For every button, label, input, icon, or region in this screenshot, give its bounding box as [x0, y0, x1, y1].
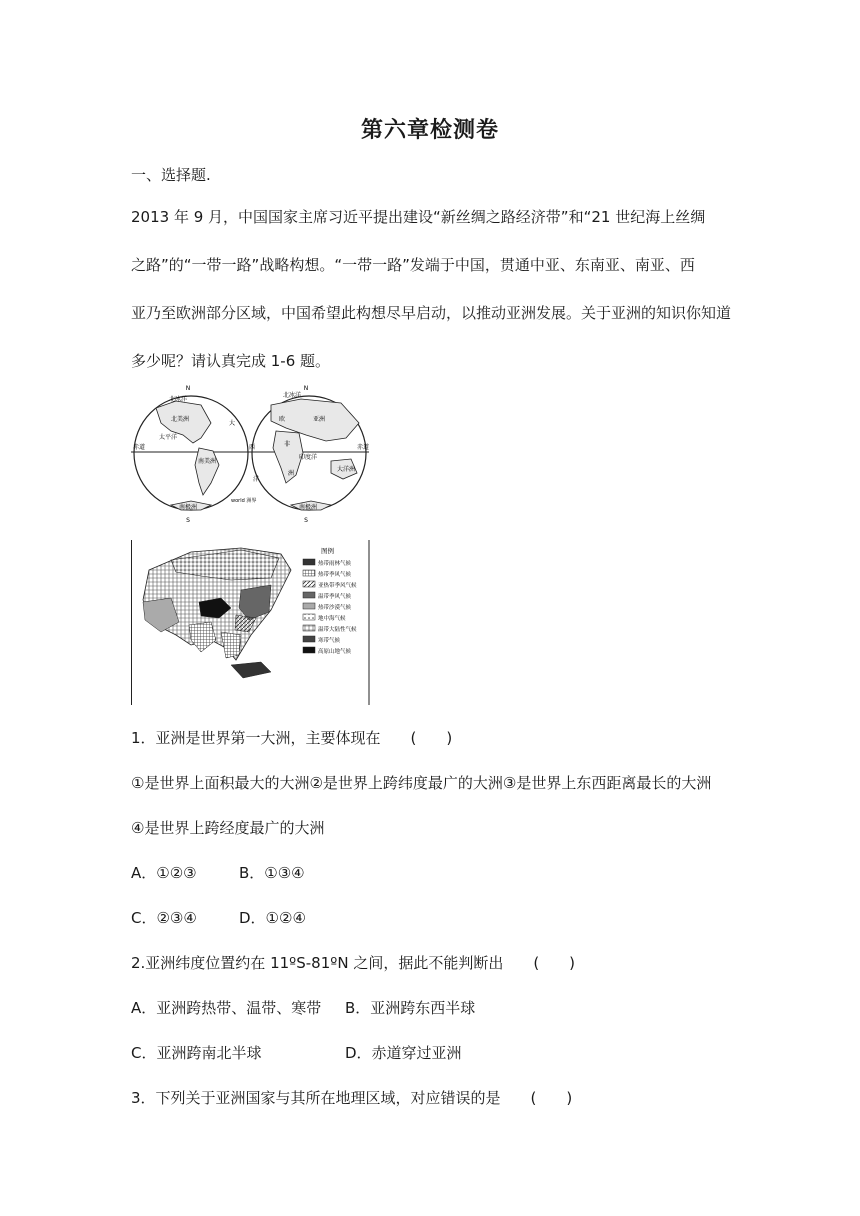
- intro-line: 多少呢？请认真完成 1-6 题。: [131, 352, 331, 370]
- legend-label: 热带季风气候: [318, 572, 352, 578]
- question-2-option-a: A．亚洲跨热带、温带、寒带: [131, 999, 322, 1017]
- intro-line: 2013 年 9 月，中国国家主席习近平提出建设“新丝绸之路经济带”和“21 世纪海上丝绸: [131, 208, 706, 226]
- legend-title: 图例: [321, 547, 334, 555]
- map-label: 赤道: [357, 444, 369, 451]
- section-heading: 一、选择题.: [131, 166, 211, 184]
- map-label: 大洋洲: [337, 466, 356, 473]
- world-hemispheres-map: [131, 383, 369, 523]
- map-label: 欧: [279, 416, 286, 423]
- question-1-statements: ①是世界上面积最大的大洲②是世界上跨纬度最广的大洲③是世界上东西距离最长的大洲: [131, 774, 712, 792]
- question-2-option-c: C．亚洲跨南北半球: [131, 1044, 262, 1062]
- map-divider-label: world 洲界: [231, 498, 257, 504]
- page-title: 第六章检测卷: [360, 118, 499, 143]
- map-label: 南极洲: [299, 504, 318, 511]
- legend-label: 地中海气候: [318, 616, 346, 622]
- north-label-left: N: [185, 385, 191, 392]
- question-1-statements: ④是世界上跨经度最广的大洲: [131, 819, 325, 837]
- question-1-option-d: D．①②④: [239, 909, 306, 927]
- map-label: 非: [284, 441, 291, 448]
- question-3-stem: 3．下列关于亚洲国家与其所在地理区域，对应错误的是 ( ): [131, 1089, 573, 1107]
- map-label: 南极洲: [179, 504, 198, 511]
- map-label: 大: [229, 420, 236, 427]
- question-1-option-a: A．①②③: [131, 864, 197, 882]
- intro-paragraph: [131, 193, 731, 385]
- map-label: 太平洋: [159, 434, 178, 441]
- map-label: 印度洋: [299, 454, 318, 461]
- question-2-option-b: B．亚洲跨东西半球: [345, 999, 476, 1017]
- asia-climate-map: [131, 540, 371, 705]
- map-label: 洲: [288, 470, 295, 477]
- legend-label: 热带雨林气候: [318, 561, 352, 567]
- map-label: 赤道: [133, 444, 146, 451]
- map-label: 洋: [253, 476, 260, 483]
- legend-label: 高原山地气候: [318, 649, 352, 655]
- map-label: 南美洲: [198, 458, 217, 465]
- question-1-option-b: B．①③④: [239, 864, 305, 882]
- legend-label: 温带大陆性气候: [318, 627, 357, 633]
- map-label: 亚洲: [313, 416, 326, 423]
- map-label: 北冰洋: [169, 396, 188, 403]
- legend-label: 寒带气候: [318, 638, 341, 644]
- north-label-right: N: [303, 385, 309, 392]
- map-label: 北冰洋: [283, 392, 302, 399]
- intro-line: 之路”的“一带一路”战略构想。“一带一路”发端于中国，贯通中亚、东南亚、南亚、西: [131, 256, 695, 274]
- legend-label: 温带季风气候: [318, 594, 352, 600]
- map-label: 西: [249, 444, 256, 451]
- legend-label: 热带沙漠气候: [318, 605, 352, 611]
- south-label-right: S: [304, 517, 308, 523]
- south-label-left: S: [186, 517, 190, 523]
- question-1-stem: 1．亚洲是世界第一大洲，主要体现在 ( ): [131, 729, 453, 747]
- legend-label: 亚热带季风气候: [318, 583, 357, 589]
- map-label: 北美洲: [171, 416, 190, 423]
- question-1-option-c: C．②③④: [131, 909, 197, 927]
- question-2-option-d: D．赤道穿过亚洲: [345, 1044, 462, 1062]
- intro-line: 亚乃至欧洲部分区域，中国希望此构想尽早启动，以推动亚洲发展。关于亚洲的知识你知道: [131, 304, 732, 322]
- question-2-stem: 2.亚洲纬度位置约在 11ºS-81ºN 之间，据此不能判断出 ( ): [131, 954, 576, 972]
